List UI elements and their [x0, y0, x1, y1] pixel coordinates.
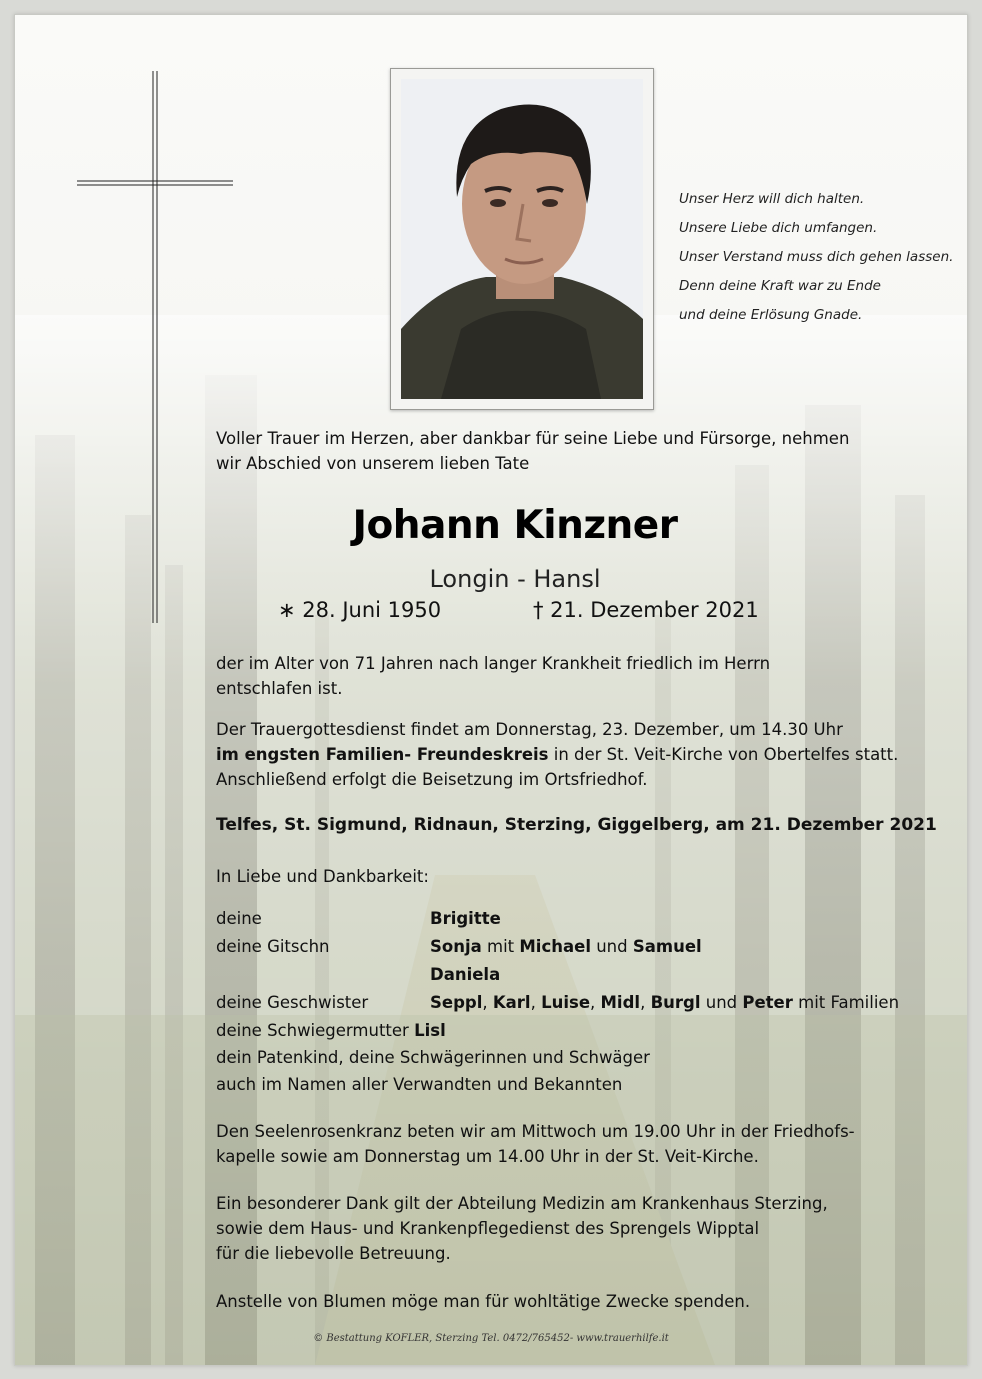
- family-name: Samuel: [632, 937, 702, 956]
- family-separator: ,: [530, 993, 542, 1012]
- intro-line: wir Abschied von unserem lieben Tate: [216, 454, 530, 473]
- family-connector: mit: [481, 937, 520, 956]
- family-name: Luise: [541, 993, 591, 1012]
- family-connector: mit Familien: [792, 993, 900, 1012]
- flowers-text: [216, 1289, 936, 1314]
- portrait-frame: [390, 68, 654, 410]
- family-connector: und: [700, 993, 743, 1012]
- family-row: dein Patenkind, deine Schwägerinnen und Schwäger: [216, 1048, 650, 1067]
- death-date: † 21. Dezember 2021: [533, 598, 759, 622]
- rosary-text: [216, 1119, 936, 1169]
- family-row: [216, 906, 501, 932]
- family-name: Brigitte: [430, 909, 501, 928]
- cross-icon: [77, 71, 237, 623]
- family-row: [216, 990, 899, 1016]
- family-name: Peter: [742, 993, 793, 1012]
- service-line-rest: in der St. Veit-Kirche von Obertelfes statt.: [548, 745, 899, 764]
- rosary-line: kapelle sowie am Donnerstag um 14.00 Uhr in der St. Veit-Kirche.: [216, 1147, 759, 1166]
- thanks-line: Ein besonderer Dank gilt der Abteilung Medizin am Krankenhaus Sterzing,: [216, 1194, 828, 1213]
- family-connector: und: [590, 937, 633, 956]
- family-intro: [216, 864, 936, 889]
- portrait-photo: [401, 79, 643, 399]
- family-name: Sonja: [430, 937, 482, 956]
- poem-line: Unsere Liebe dich umfangen.: [679, 220, 878, 236]
- poem-line: und deine Erlösung Gnade.: [679, 307, 863, 323]
- flowers-line: Anstelle von Blumen möge man für wohltätige Zwecke spenden.: [216, 1292, 751, 1311]
- family-name: Daniela: [430, 965, 501, 984]
- age-line: der im Alter von 71 Jahren nach langer Krankheit friedlich im Herrn: [216, 654, 771, 673]
- family-row: [216, 934, 702, 960]
- family-row: [216, 962, 500, 988]
- family-separator: ,: [640, 993, 651, 1012]
- age-line: entschlafen ist.: [216, 679, 343, 698]
- poem-line: Denn deine Kraft war zu Ende: [679, 278, 881, 294]
- footer-credit: © Bestattung KOFLER, Sterzing Tel. 0472/765452- www.trauerhilfe.it: [313, 1333, 669, 1344]
- family-name: Burgl: [650, 993, 701, 1012]
- intro-text: [216, 426, 936, 476]
- service-highlight: im engsten Familien- Freundeskreis: [216, 745, 549, 764]
- thanks-line: sowie dem Haus- und Krankenpflegedienst des Sprengels Wipptal: [216, 1219, 760, 1238]
- service-line: Der Trauergottesdienst findet am Donnerstag, 23. Dezember, um 14.30 Uhr: [216, 720, 843, 739]
- deceased-name: Johann Kinzner: [352, 503, 678, 548]
- thanks-text: [216, 1191, 936, 1266]
- family-name: Lisl: [414, 1021, 446, 1040]
- family-name: Seppl: [430, 993, 483, 1012]
- family-separator: ,: [590, 993, 601, 1012]
- family-row: [216, 1018, 446, 1044]
- family-name: Karl: [492, 993, 531, 1012]
- rosary-line: Den Seelenrosenkranz beten wir am Mittwoch um 19.00 Uhr in der Friedhofs-: [216, 1122, 855, 1141]
- thanks-line: für die liebevolle Betreuung.: [216, 1244, 451, 1263]
- intro-line: Voller Trauer im Herzen, aber dankbar für seine Liebe und Fürsorge, nehmen: [216, 429, 850, 448]
- family-relation: deine Schwiegermutter: [216, 1021, 415, 1040]
- family-relation: deine: [216, 909, 262, 928]
- portrait-illustration: [401, 79, 643, 399]
- birth-date: ∗ 28. Juni 1950: [278, 598, 442, 622]
- family-relation: deine Geschwister: [216, 993, 369, 1012]
- service-text: [216, 717, 936, 792]
- obituary-card: [14, 14, 968, 1366]
- family-intro-text: In Liebe und Dankbarkeit:: [216, 867, 429, 886]
- family-name: Midl: [600, 993, 641, 1012]
- family-separator: ,: [482, 993, 493, 1012]
- poem: [679, 185, 968, 330]
- family-name: Michael: [519, 937, 591, 956]
- poem-line: Unser Verstand muss dich gehen lassen.: [679, 249, 954, 265]
- family-row: auch im Namen aller Verwandten und Bekannten: [216, 1075, 623, 1094]
- family-relation: deine Gitschn: [216, 937, 330, 956]
- poem-line: Unser Herz will dich halten.: [679, 191, 865, 207]
- service-line: [216, 742, 936, 767]
- service-line: Anschließend erfolgt die Beisetzung im Ortsfriedhof.: [216, 770, 648, 789]
- age-text: [216, 651, 936, 701]
- place-date: Telfes, St. Sigmund, Ridnaun, Sterzing, Giggelberg, am 21. Dezember 2021: [216, 815, 937, 835]
- deceased-nickname: Longin - Hansl: [429, 565, 601, 593]
